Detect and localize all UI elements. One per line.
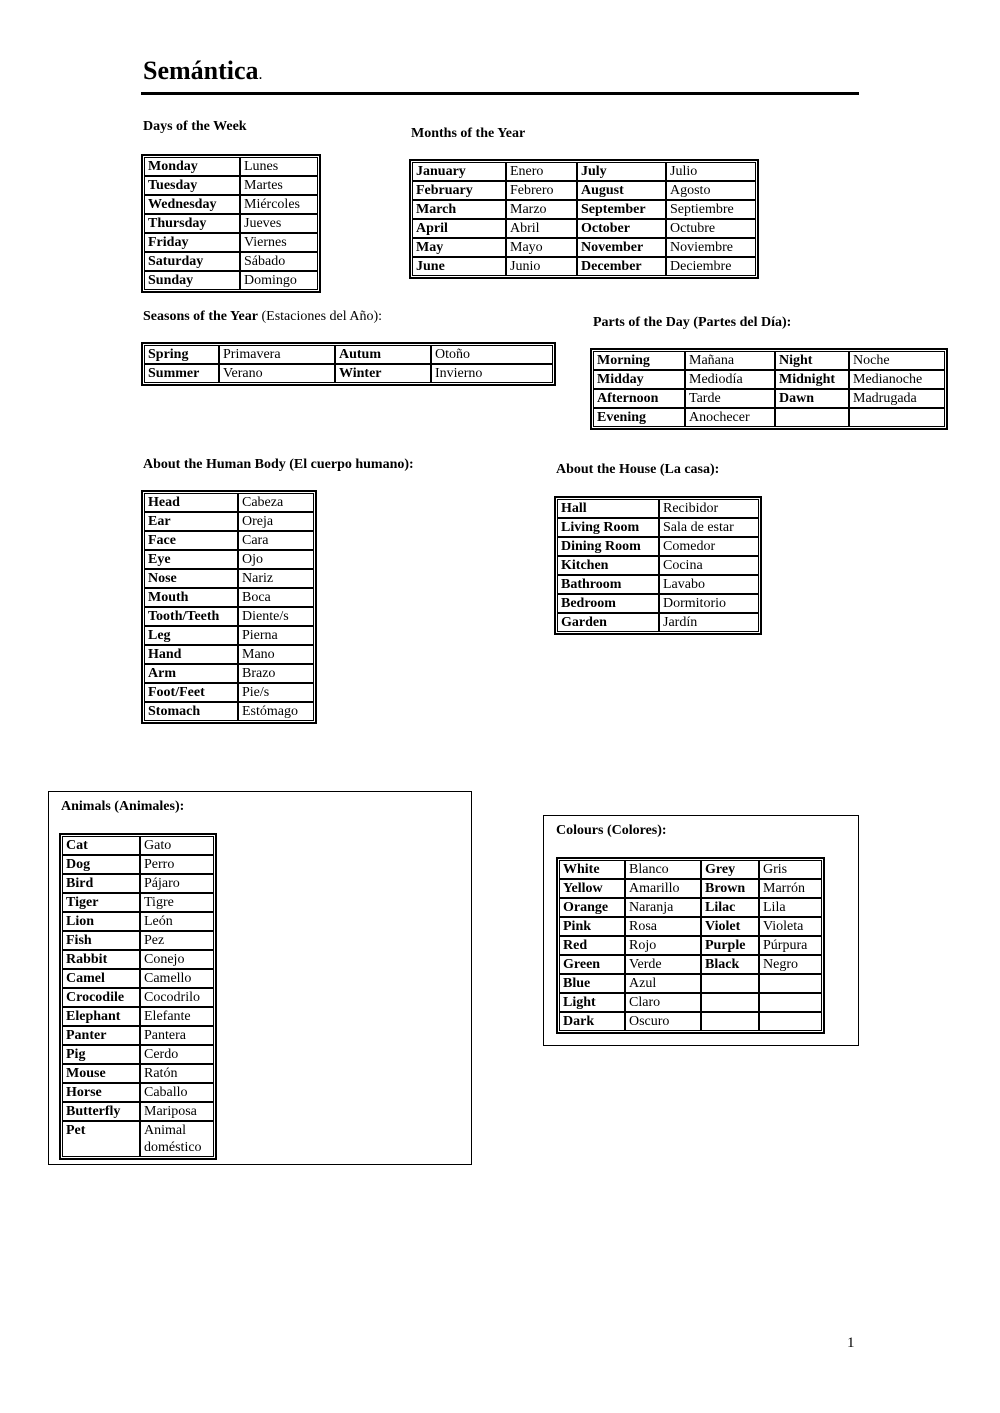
english-term: Leg [144, 626, 238, 645]
table-row [144, 364, 553, 383]
spanish-term: Invierno [431, 364, 553, 383]
english-term: Arm [144, 664, 238, 683]
table-row [62, 1083, 214, 1102]
table-row [144, 252, 318, 271]
english-term: Bedroom [557, 594, 659, 613]
table-row [144, 214, 318, 233]
table-row [412, 219, 756, 238]
table-row [559, 898, 822, 917]
table-row [593, 408, 945, 427]
spanish-term: Cocodrilo [140, 988, 214, 1007]
parts-of-day-table [590, 348, 948, 430]
english-term [701, 993, 759, 1012]
table-row [62, 969, 214, 988]
english-term: Stomach [144, 702, 238, 721]
table-row [144, 683, 314, 702]
spanish-term: Comedor [659, 537, 759, 556]
table-row [62, 1121, 214, 1157]
spanish-term: Conejo [140, 950, 214, 969]
spanish-term: Azul [625, 974, 701, 993]
seasons-table [141, 342, 556, 386]
table-row [557, 537, 759, 556]
spanish-term: Mano [238, 645, 314, 664]
spanish-term: Verde [625, 955, 701, 974]
spanish-term: Dormitorio [659, 594, 759, 613]
spanish-term: Pez [140, 931, 214, 950]
english-term: September [577, 200, 666, 219]
english-term: Green [559, 955, 625, 974]
table-row [557, 518, 759, 537]
english-term: Orange [559, 898, 625, 917]
spanish-term: Camello [140, 969, 214, 988]
english-term: Night [775, 351, 849, 370]
english-term: December [577, 257, 666, 276]
english-term: March [412, 200, 506, 219]
english-term: Dog [62, 855, 140, 874]
animals-table [59, 833, 217, 1160]
english-term: Mouse [62, 1064, 140, 1083]
spanish-term: Pie/s [238, 683, 314, 702]
spanish-term: Naranja [625, 898, 701, 917]
english-term: Winter [335, 364, 431, 383]
table-row [62, 855, 214, 874]
english-term: Eye [144, 550, 238, 569]
spanish-term: Otoño [431, 345, 553, 364]
english-term: Morning [593, 351, 685, 370]
table-row [557, 613, 759, 632]
english-term: Red [559, 936, 625, 955]
spanish-term: Mariposa [140, 1102, 214, 1121]
spanish-term: Rojo [625, 936, 701, 955]
table-row [412, 162, 756, 181]
table-row [62, 1045, 214, 1064]
spanish-term: Lavabo [659, 575, 759, 594]
spanish-term: Caballo [140, 1083, 214, 1102]
english-term: Pink [559, 917, 625, 936]
english-term: Wednesday [144, 195, 240, 214]
english-term: Sunday [144, 271, 240, 290]
english-term: Butterfly [62, 1102, 140, 1121]
table-row [62, 1064, 214, 1083]
spanish-term: Viernes [240, 233, 318, 252]
spanish-term: Primavera [219, 345, 335, 364]
table-row [412, 238, 756, 257]
spanish-term: Mayo [506, 238, 577, 257]
colours-heading: Colours (Colores): [556, 823, 667, 838]
spanish-term: Deciembre [666, 257, 756, 276]
english-term: Midnight [775, 370, 849, 389]
spanish-term: Pierna [238, 626, 314, 645]
spanish-term: Marrón [759, 879, 822, 898]
spanish-term: Gris [759, 860, 822, 879]
spanish-term: Jueves [240, 214, 318, 233]
table-row [144, 626, 314, 645]
english-term: Mouth [144, 588, 238, 607]
spanish-term: Cabeza [238, 493, 314, 512]
table-row [62, 1102, 214, 1121]
english-term: Light [559, 993, 625, 1012]
spanish-term: Marzo [506, 200, 577, 219]
spanish-term: Anochecer [685, 408, 775, 427]
table-row [412, 181, 756, 200]
table-row [144, 271, 318, 290]
english-term: Pig [62, 1045, 140, 1064]
english-term: Crocodile [62, 988, 140, 1007]
english-term: Head [144, 493, 238, 512]
english-term: Purple [701, 936, 759, 955]
spanish-term: Lunes [240, 157, 318, 176]
english-term: Violet [701, 917, 759, 936]
animals-heading: Animals (Animales): [61, 799, 185, 814]
table-row [412, 200, 756, 219]
table-row [593, 389, 945, 408]
spanish-term: Claro [625, 993, 701, 1012]
english-term: May [412, 238, 506, 257]
table-row [62, 950, 214, 969]
spanish-term: Diente/s [238, 607, 314, 626]
spanish-term: Púrpura [759, 936, 822, 955]
spanish-term: Sábado [240, 252, 318, 271]
english-term: Brown [701, 879, 759, 898]
table-row [144, 493, 314, 512]
spanish-term: Ratón [140, 1064, 214, 1083]
english-term: Hall [557, 499, 659, 518]
spanish-term: Rosa [625, 917, 701, 936]
table-row [144, 550, 314, 569]
english-term: Elephant [62, 1007, 140, 1026]
spanish-term: Brazo [238, 664, 314, 683]
english-term: June [412, 257, 506, 276]
english-term: Summer [144, 364, 219, 383]
english-term: January [412, 162, 506, 181]
english-term: Grey [701, 860, 759, 879]
spanish-term: Lila [759, 898, 822, 917]
spanish-term: Pájaro [140, 874, 214, 893]
table-row [144, 195, 318, 214]
table-row [144, 569, 314, 588]
seasons-heading: Seasons of the Year (Estaciones del Año): [143, 309, 383, 324]
table-row [144, 233, 318, 252]
days-table [141, 154, 321, 293]
body-heading: About the Human Body (El cuerpo humano): [143, 457, 414, 472]
english-term [701, 974, 759, 993]
english-term: Nose [144, 569, 238, 588]
table-row [559, 974, 822, 993]
english-term: Bird [62, 874, 140, 893]
page-number: 1 [847, 1335, 855, 1351]
english-term: Yellow [559, 879, 625, 898]
title-underline [141, 92, 859, 95]
spanish-term: Miércoles [240, 195, 318, 214]
spanish-term: Gato [140, 836, 214, 855]
table-row [144, 512, 314, 531]
spanish-term: Agosto [666, 181, 756, 200]
table-row [144, 157, 318, 176]
english-term: Bathroom [557, 575, 659, 594]
spanish-term: Cocina [659, 556, 759, 575]
english-term: Midday [593, 370, 685, 389]
table-row [559, 936, 822, 955]
spanish-term: Sala de estar [659, 518, 759, 537]
english-term: July [577, 162, 666, 181]
english-term: Rabbit [62, 950, 140, 969]
english-term [775, 408, 849, 427]
table-row [559, 917, 822, 936]
english-term: Spring [144, 345, 219, 364]
spanish-term: Cara [238, 531, 314, 550]
english-term: Afternoon [593, 389, 685, 408]
english-term: Dark [559, 1012, 625, 1031]
spanish-term: Estómago [238, 702, 314, 721]
english-term: Pet [62, 1121, 140, 1157]
english-term: Saturday [144, 252, 240, 271]
english-term: Living Room [557, 518, 659, 537]
table-row [62, 874, 214, 893]
table-row [557, 575, 759, 594]
spanish-term: Noche [849, 351, 945, 370]
table-row [557, 499, 759, 518]
spanish-term: Elefante [140, 1007, 214, 1026]
english-term: Ear [144, 512, 238, 531]
english-term: Hand [144, 645, 238, 664]
table-row [62, 893, 214, 912]
spanish-term: Tigre [140, 893, 214, 912]
spanish-term: Tarde [685, 389, 775, 408]
spanish-term: Julio [666, 162, 756, 181]
spanish-term: Animal doméstico [140, 1121, 214, 1157]
english-term: Garden [557, 613, 659, 632]
spanish-term: Oreja [238, 512, 314, 531]
spanish-term: Octubre [666, 219, 756, 238]
spanish-term: Mañana [685, 351, 775, 370]
spanish-term: Martes [240, 176, 318, 195]
english-term: November [577, 238, 666, 257]
table-row [144, 531, 314, 550]
house-table [554, 496, 762, 635]
spanish-term: Jardín [659, 613, 759, 632]
table-row [62, 1026, 214, 1045]
table-row [144, 645, 314, 664]
english-term: Lilac [701, 898, 759, 917]
table-row [62, 836, 214, 855]
table-row [144, 664, 314, 683]
english-term: Camel [62, 969, 140, 988]
english-term: Lion [62, 912, 140, 931]
months-table [409, 159, 759, 279]
table-row [144, 176, 318, 195]
spanish-term: Blanco [625, 860, 701, 879]
english-term: Thursday [144, 214, 240, 233]
spanish-term [759, 974, 822, 993]
spanish-term: Violeta [759, 917, 822, 936]
spanish-term: Medianoche [849, 370, 945, 389]
spanish-term: Verano [219, 364, 335, 383]
english-term: Blue [559, 974, 625, 993]
english-term: Panter [62, 1026, 140, 1045]
table-row [62, 1007, 214, 1026]
english-term: Black [701, 955, 759, 974]
spanish-term: Perro [140, 855, 214, 874]
english-term: Tiger [62, 893, 140, 912]
table-row [559, 993, 822, 1012]
english-term: Cat [62, 836, 140, 855]
spanish-term: Boca [238, 588, 314, 607]
english-term: April [412, 219, 506, 238]
table-row [559, 879, 822, 898]
english-term: Foot/Feet [144, 683, 238, 702]
table-row [144, 607, 314, 626]
english-term: Dining Room [557, 537, 659, 556]
english-term: White [559, 860, 625, 879]
spanish-term [759, 1012, 822, 1031]
table-row [144, 702, 314, 721]
table-row [557, 556, 759, 575]
spanish-term: Oscuro [625, 1012, 701, 1031]
english-term: Tuesday [144, 176, 240, 195]
english-term: Friday [144, 233, 240, 252]
table-row [593, 351, 945, 370]
english-term: Autum [335, 345, 431, 364]
months-heading: Months of the Year [411, 126, 526, 141]
english-term: February [412, 181, 506, 200]
spanish-term: Madrugada [849, 389, 945, 408]
table-row [62, 988, 214, 1007]
spanish-term: Febrero [506, 181, 577, 200]
spanish-term: Pantera [140, 1026, 214, 1045]
english-term: Face [144, 531, 238, 550]
spanish-term [759, 993, 822, 1012]
spanish-term: Noviembre [666, 238, 756, 257]
english-term: August [577, 181, 666, 200]
table-row [62, 912, 214, 931]
english-term: Kitchen [557, 556, 659, 575]
spanish-term: Abril [506, 219, 577, 238]
table-row [559, 955, 822, 974]
parts-of-day-heading: Parts of the Day (Partes del Día): [593, 315, 792, 330]
spanish-term: Cerdo [140, 1045, 214, 1064]
spanish-term: León [140, 912, 214, 931]
days-heading: Days of the Week [143, 119, 247, 134]
table-row [144, 345, 553, 364]
spanish-term: Ojo [238, 550, 314, 569]
spanish-term: Domingo [240, 271, 318, 290]
english-term: Evening [593, 408, 685, 427]
spanish-term: Septiembre [666, 200, 756, 219]
spanish-term: Amarillo [625, 879, 701, 898]
page-title: Semántica. [143, 56, 263, 85]
spanish-term: Junio [506, 257, 577, 276]
spanish-term: Enero [506, 162, 577, 181]
english-term: October [577, 219, 666, 238]
colours-table [556, 857, 825, 1034]
spanish-term: Negro [759, 955, 822, 974]
english-term: Tooth/Teeth [144, 607, 238, 626]
spanish-term [849, 408, 945, 427]
table-row [412, 257, 756, 276]
body-table [141, 490, 317, 724]
house-heading: About the House (La casa): [556, 462, 720, 477]
spanish-term: Nariz [238, 569, 314, 588]
table-row [62, 931, 214, 950]
table-row [593, 370, 945, 389]
spanish-term: Mediodía [685, 370, 775, 389]
english-term: Dawn [775, 389, 849, 408]
table-row [144, 588, 314, 607]
table-row [559, 1012, 822, 1031]
table-row [557, 594, 759, 613]
spanish-term: Recibidor [659, 499, 759, 518]
english-term: Horse [62, 1083, 140, 1102]
english-term [701, 1012, 759, 1031]
english-term: Fish [62, 931, 140, 950]
english-term: Monday [144, 157, 240, 176]
table-row [559, 860, 822, 879]
